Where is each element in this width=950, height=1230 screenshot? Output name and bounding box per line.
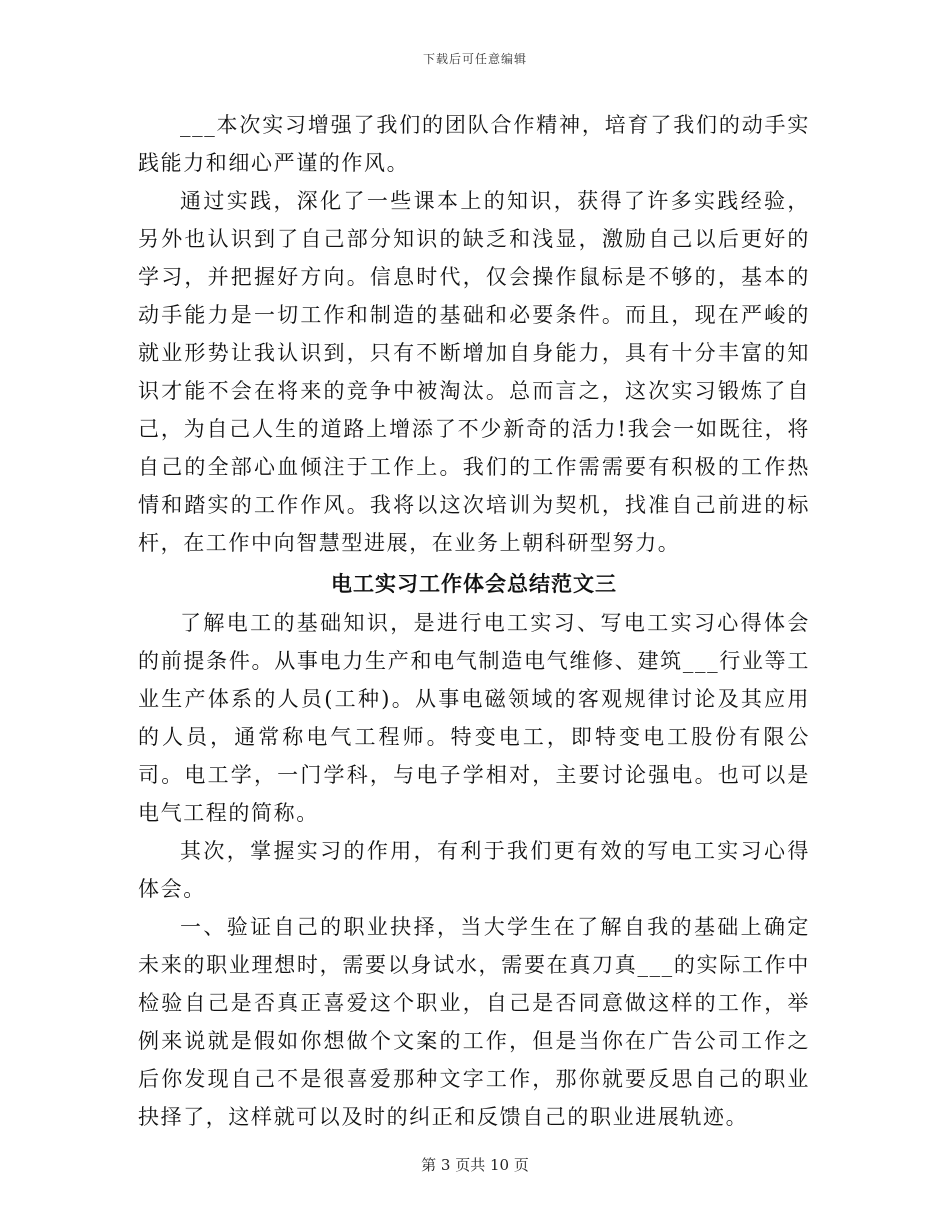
- page-number: 第 3 页共 10 页: [421, 1156, 529, 1174]
- paragraph-electrician-basics: 了解电工的基础知识，是进行电工实习、写电工实习心得体会的前提条件。从事电力生产和电气制造电气维修、建筑___行业等工业生产体系的人员(工种)。从事电磁领域的客观规律讨论及其应用的人员，通常称电气工程师。特变电工，即特变电工股份有限公司。电工学，一门学科，与电子学相对，主要讨论强电。也可以是电气工程的简称。: [138, 611, 810, 825]
- paragraph-career-choice: 一、验证自己的职业抉择，当大学生在了解自我的基础上确定未来的职业理想时，需要以身试水，需要在真刀真___的实际工作中检验自己是否真正喜爱这个职业，自己是否同意做这样的工作，举例来说就是假如你想做个文案的工作，但是当你在广告公司工作之后你发现自己不是很喜爱那种文字工作，那你就要反思自己的职业抉择了，这样就可以及时的纠正和反馈自己的职业进展轨迹。: [138, 915, 810, 1129]
- page-header: 下载后可任意编辑: [422, 52, 527, 66]
- document-body: [138, 106, 810, 1136]
- paragraph-practice: 通过实践，深化了一些课本上的知识，获得了许多实践经验，另外也认识到了自己部分知识的缺乏和浅显，激励自己以后更好的学习，并把握好方向。信息时代，仅会操作鼠标是不够的，基本的动手能力是一切工作和制造的基础和必要条件。而且，现在严峻的就业形势让我认识到，只有不断增加自身能力，具有十分丰富的知识才能不会在将来的竞争中被淘汰。总而言之，这次实习锻炼了自己，为自己人生的道路上增添了不少新奇的活力!我会一如既往，将自己的全部心血倾注于工作上。我们的工作需需要有积极的工作热情和踏实的工作作风。我将以这次培训为契机，找准自己前进的标杆，在工作中向智慧型进展，在业务上朝科研型努力。: [138, 189, 810, 555]
- paragraph-teamwork: ___本次实习增强了我们的团队合作精神，培育了我们的动手实践能力和细心严谨的作风。: [138, 113, 810, 175]
- section-title: 电工实习工作体会总结范文三: [331, 571, 617, 596]
- paragraph-internship-role: 其次，掌握实习的作用，有利于我们更有效的写电工实习心得体会。: [138, 839, 810, 901]
